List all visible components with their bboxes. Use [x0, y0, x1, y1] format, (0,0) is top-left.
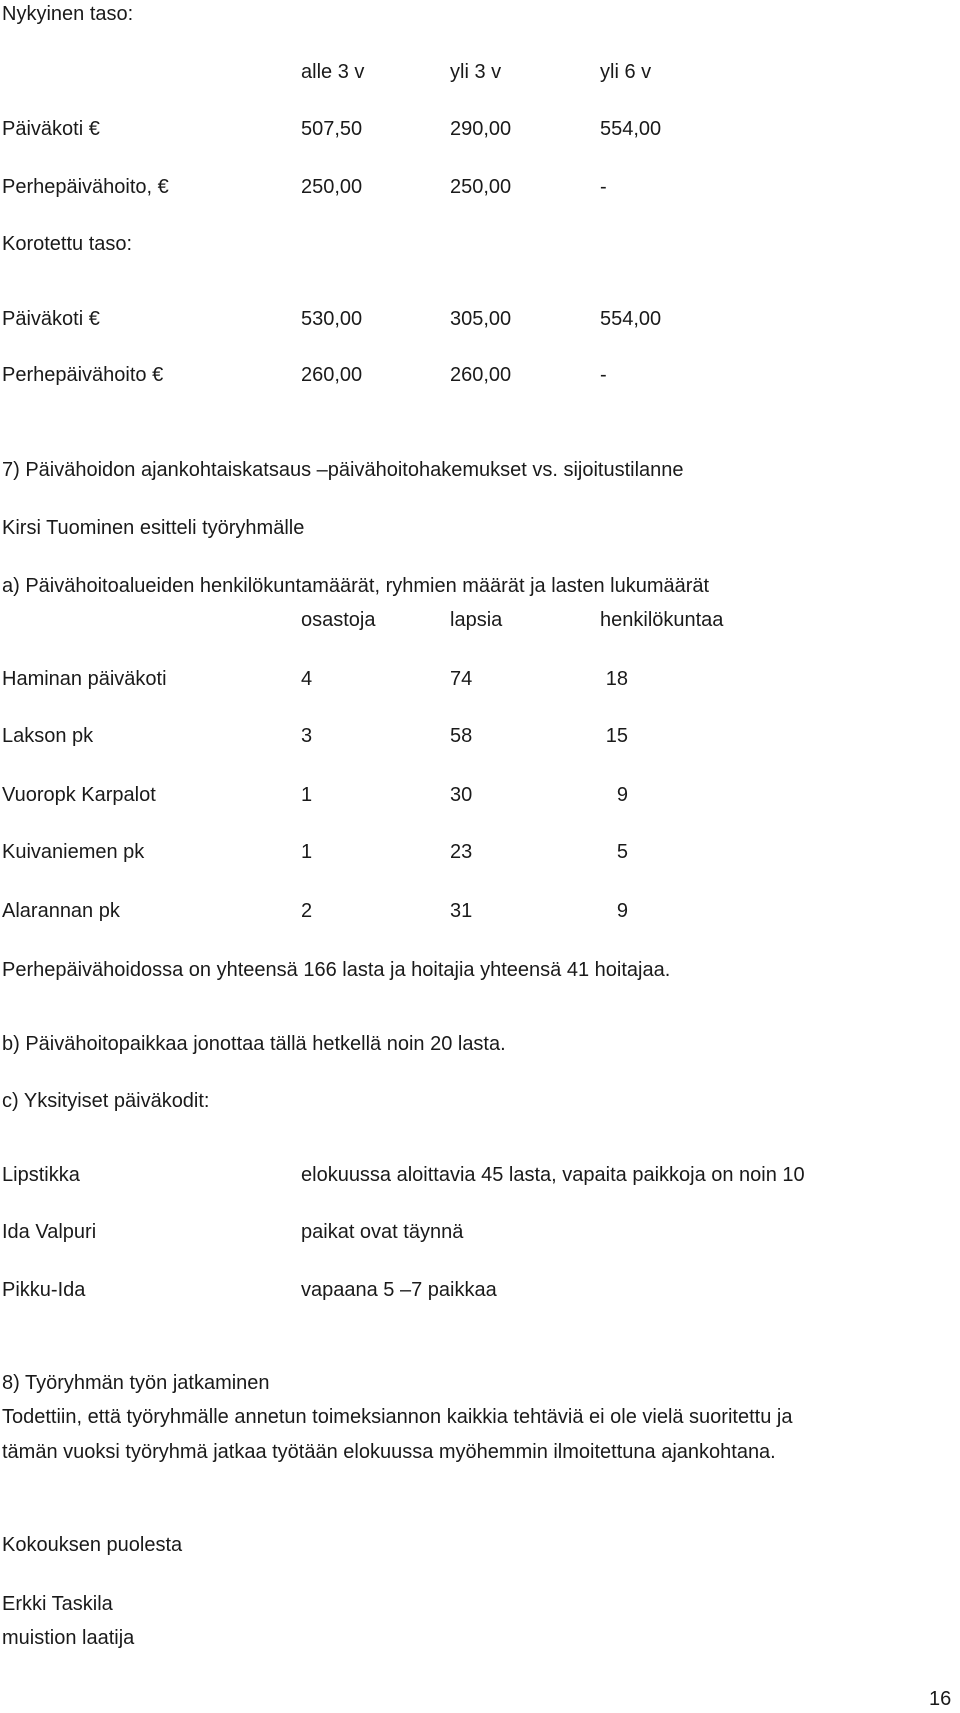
fee-row-label: Päiväkoti €: [2, 118, 100, 140]
children-count: 74: [450, 668, 473, 690]
section7-heading: 7) Päivähoidon ajankohtaiskatsaus –päivähoitohakemukset vs. sijoitustilanne: [2, 459, 684, 481]
section8-text-line: tämän vuoksi työryhmä jatkaa työtään elokuussa myöhemmin ilmoitettuna ajankohtana.: [2, 1441, 776, 1463]
staff-count: 18: [605, 668, 628, 690]
header-over-3: yli 3 v: [450, 61, 502, 83]
header-under-3: alle 3 v: [301, 61, 365, 83]
fee-value: 530,00: [301, 308, 363, 330]
private-daycare-status: paikat ovat täynnä: [301, 1221, 464, 1243]
fee-value: 290,00: [450, 118, 512, 140]
fee-value: 250,00: [450, 176, 512, 198]
fee-row-label: Perhepäivähoito, €: [2, 176, 169, 198]
private-daycare-name: Pikku-Ida: [2, 1279, 86, 1301]
page-number: 16: [929, 1688, 952, 1710]
col-header-staff: henkilökuntaa: [600, 609, 724, 631]
departments-count: 3: [301, 725, 313, 747]
section8-heading: 8) Työryhmän työn jatkaminen: [2, 1372, 270, 1394]
sub-a-heading: a) Päivähoitoalueiden henkilökuntamäärät, ryhmien määrät ja lasten lukumäärät: [2, 575, 710, 597]
fee-value: 260,00: [301, 364, 363, 386]
fee-value: -: [600, 364, 607, 386]
daycare-name: Lakson pk: [2, 725, 94, 747]
fee-value: 554,00: [600, 308, 662, 330]
fee-value: 250,00: [301, 176, 363, 198]
children-count: 23: [450, 841, 473, 863]
sub-c-heading: c) Yksityiset päiväkodit:: [2, 1090, 210, 1112]
col-header-departments: osastoja: [301, 609, 376, 631]
staff-count: 15: [605, 725, 628, 747]
staff-count: 9: [616, 784, 628, 806]
daycare-name: Alarannan pk: [2, 900, 120, 922]
sub-b-queue: b) Päivähoitopaikkaa jonottaa tällä hetkellä noin 20 lasta.: [2, 1033, 506, 1055]
children-count: 58: [450, 725, 473, 747]
current-level-title: Nykyinen taso:: [2, 3, 134, 25]
section8-text-line: Todettiin, että työryhmälle annetun toimeksiannon kaikkia tehtäviä ei ole vielä suoritettu ja: [2, 1406, 793, 1428]
raised-level-title: Korotettu taso:: [2, 233, 133, 255]
daycare-name: Vuoropk Karpalot: [2, 784, 156, 806]
staff-count: 9: [616, 900, 628, 922]
fee-value: 260,00: [450, 364, 512, 386]
col-header-children: lapsia: [450, 609, 503, 631]
on-behalf-line: Kokouksen puolesta: [2, 1534, 183, 1556]
daycare-name: Haminan päiväkoti: [2, 668, 167, 690]
fee-value: 305,00: [450, 308, 512, 330]
signer-name: Erkki Taskila: [2, 1593, 113, 1615]
header-over-6: yli 6 v: [600, 61, 652, 83]
family-care-summary: Perhepäivähoidossa on yhteensä 166 lasta ja hoitajia yhteensä 41 hoitajaa.: [2, 959, 671, 981]
departments-count: 1: [301, 841, 313, 863]
signer-role: muistion laatija: [2, 1627, 135, 1649]
children-count: 30: [450, 784, 473, 806]
fee-value: 507,50: [301, 118, 363, 140]
private-daycare-status: vapaana 5 –7 paikkaa: [301, 1279, 497, 1301]
staff-count: 5: [616, 841, 628, 863]
departments-count: 4: [301, 668, 313, 690]
departments-count: 2: [301, 900, 313, 922]
daycare-name: Kuivaniemen pk: [2, 841, 145, 863]
private-daycare-name: Ida Valpuri: [2, 1221, 97, 1243]
private-daycare-name: Lipstikka: [2, 1164, 80, 1186]
presenter-line: Kirsi Tuominen esitteli työryhmälle: [2, 517, 305, 539]
private-daycare-status: elokuussa aloittavia 45 lasta, vapaita paikkoja on noin 10: [301, 1164, 805, 1186]
departments-count: 1: [301, 784, 313, 806]
children-count: 31: [450, 900, 473, 922]
fee-row-label: Päiväkoti €: [2, 308, 100, 330]
fee-value: 554,00: [600, 118, 662, 140]
fee-row-label: Perhepäivähoito €: [2, 364, 164, 386]
fee-value: -: [600, 176, 607, 198]
